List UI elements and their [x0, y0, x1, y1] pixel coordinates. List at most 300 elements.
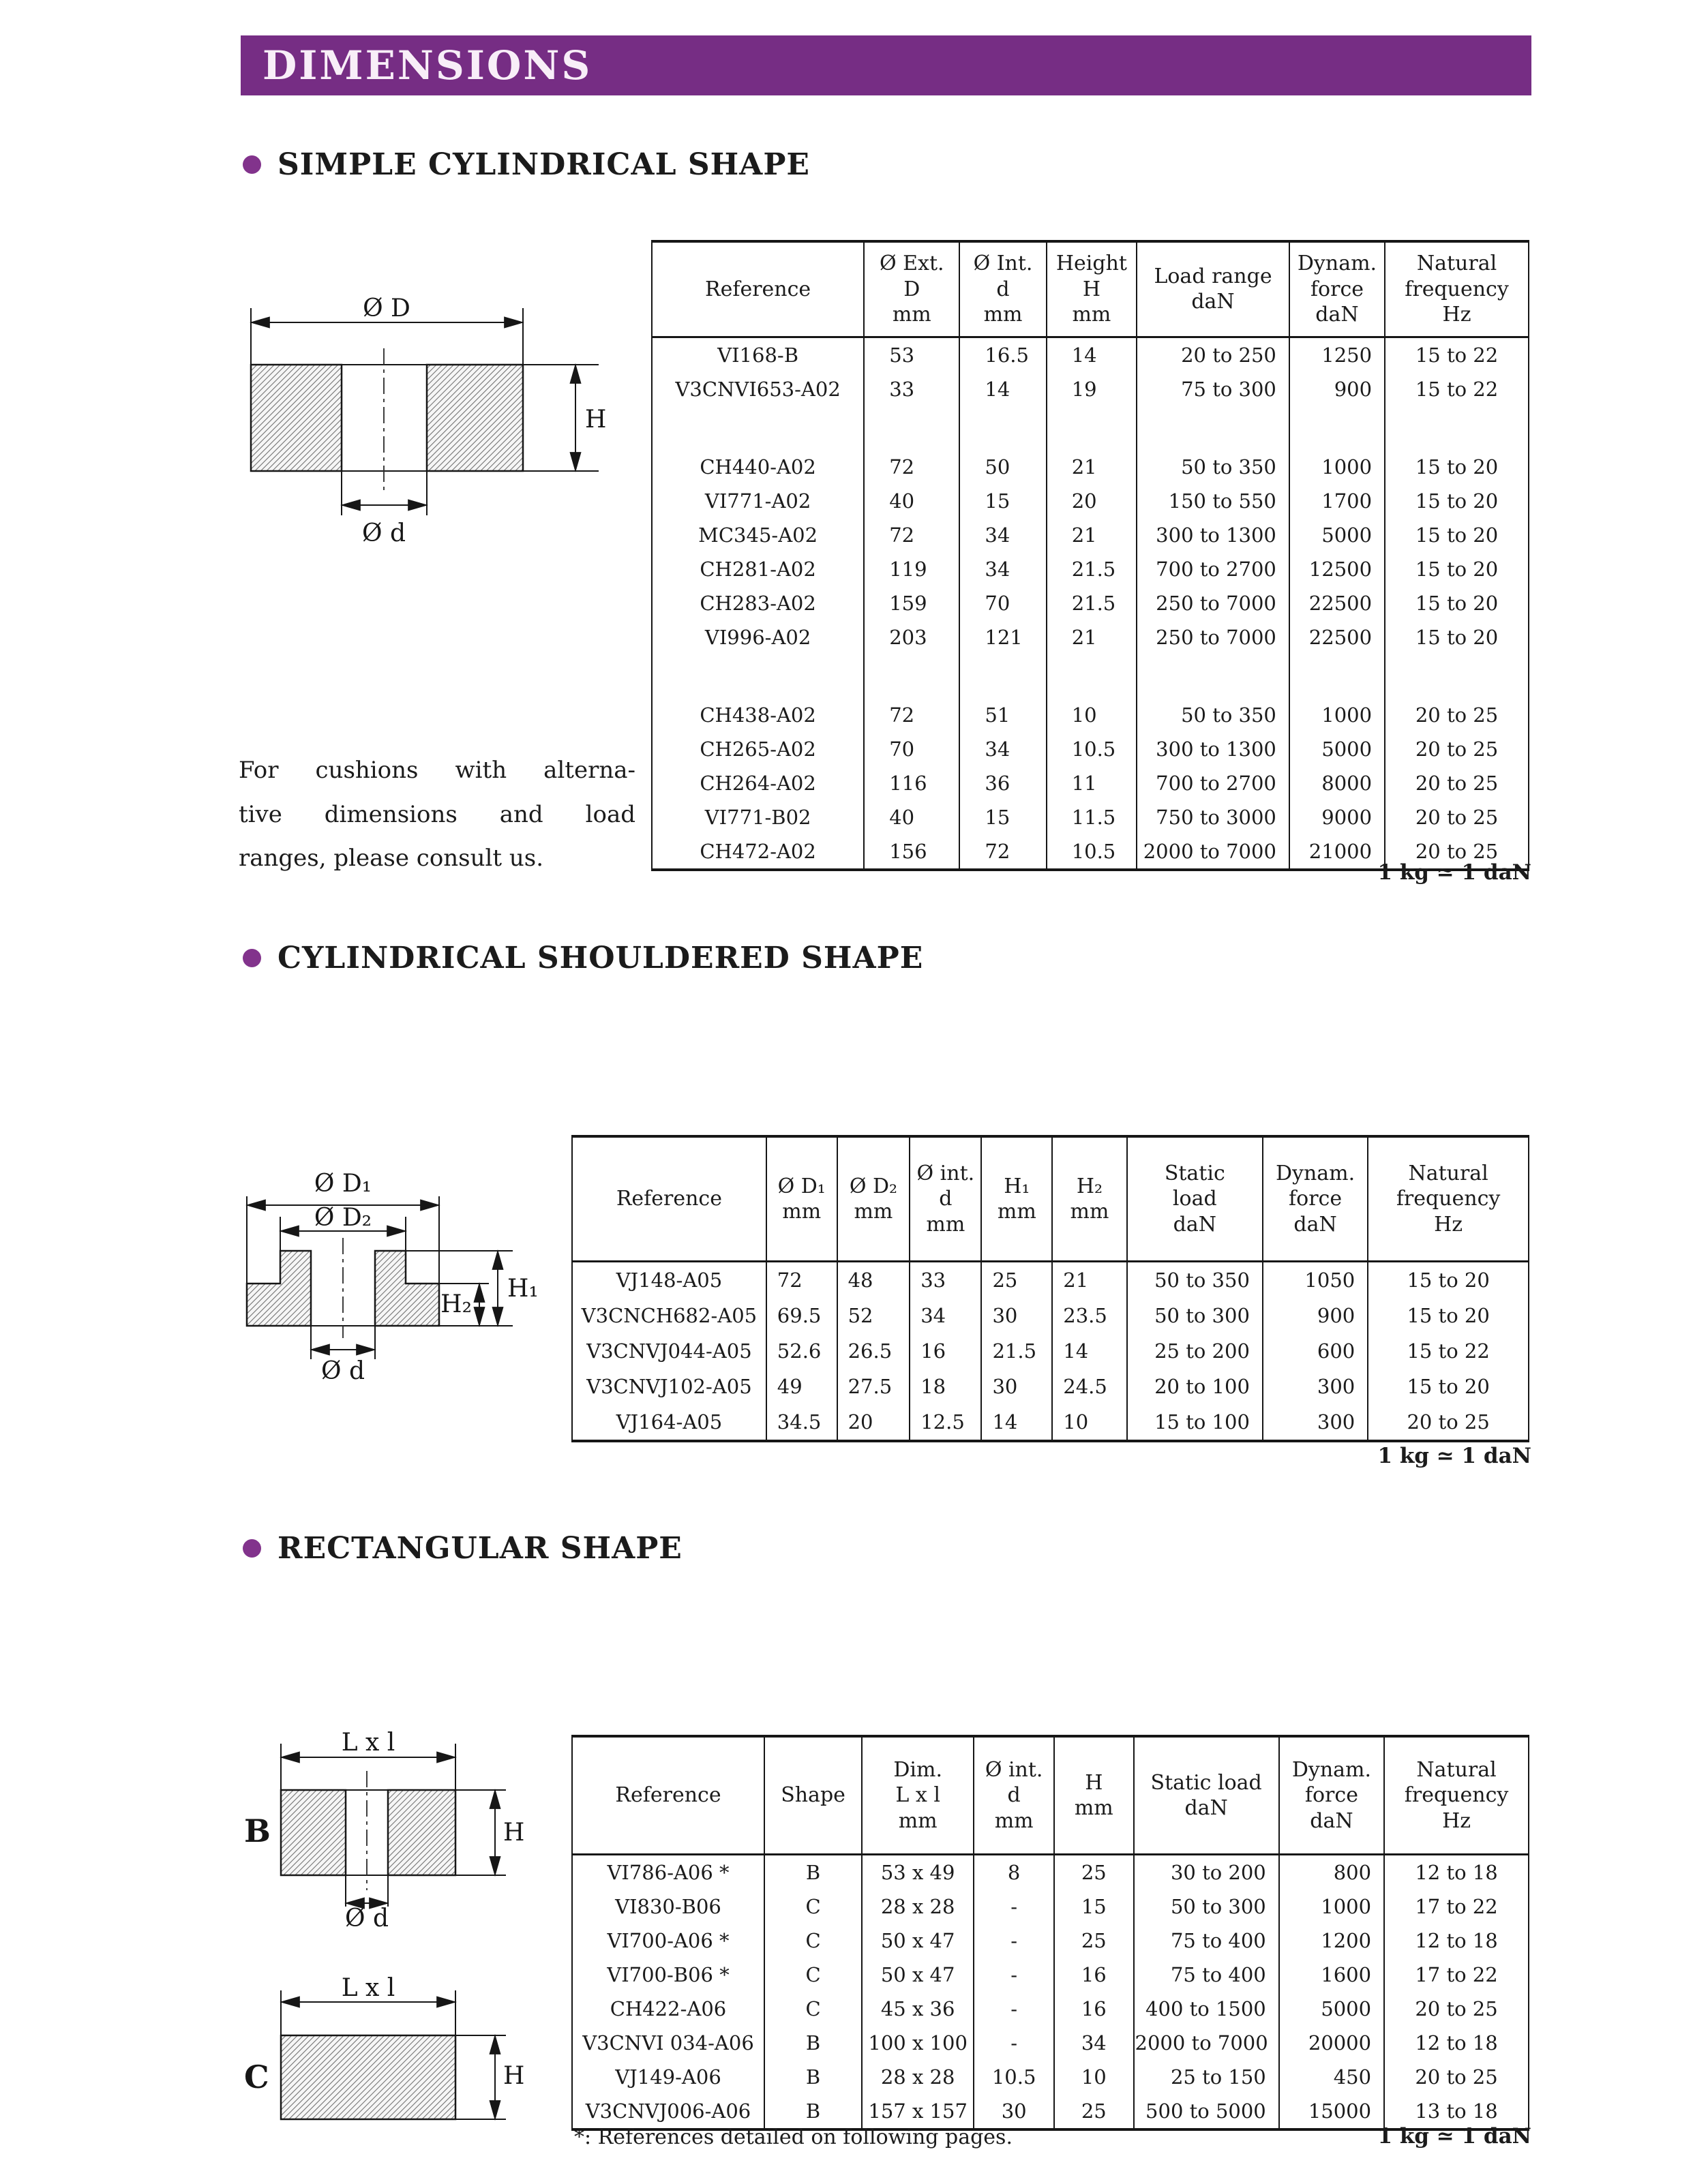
dim-label-int-diameter: Ø d [320, 1357, 365, 1385]
table-cell: 300 to 1300 [1137, 732, 1289, 766]
table-cell: 300 [1263, 1369, 1368, 1404]
column-header: Natural frequency Hz [1384, 1736, 1529, 1855]
dim-label-height: H [503, 2062, 525, 2090]
note-line: tive dimensions and load [239, 800, 635, 828]
table-cell: 53 x 49 [862, 1855, 974, 1890]
cylindrical-shouldered-diagram [240, 1123, 567, 1423]
empty-cell [1385, 654, 1529, 698]
column-header: H₁ mm [981, 1136, 1052, 1262]
table-cell: 1000 [1289, 698, 1385, 732]
table-cell: 21.5 [1047, 586, 1137, 620]
table-cell: VI700-A06 * [572, 1924, 764, 1958]
column-header: Ø D₂ mm [837, 1136, 910, 1262]
spacer-row [652, 654, 1529, 698]
column-header: Reference [652, 241, 864, 337]
column-header: Dynam. force daN [1289, 241, 1385, 337]
table-cell: VI830-B06 [572, 1890, 764, 1924]
dim-label-h1: H₁ [507, 1275, 539, 1303]
table-row [652, 586, 1529, 620]
section-title: RECTANGULAR SHAPE [278, 1531, 683, 1566]
kg-dan-note: 1 kg ≃ 1 daN [1377, 2124, 1531, 2149]
table-cell: 12 to 18 [1384, 1855, 1529, 1890]
table-row [572, 1369, 1529, 1404]
shape-c-label: C [244, 2059, 269, 2095]
table-cell: 1250 [1289, 337, 1385, 372]
table-cell: CH472-A02 [652, 834, 864, 870]
table-cell: 50 to 300 [1134, 1890, 1279, 1924]
table-simple-cylindrical [651, 240, 1529, 871]
table-cell: 15 to 22 [1385, 337, 1529, 372]
table-cell: 21 [1052, 1262, 1126, 1299]
column-header: Reference [572, 1736, 764, 1855]
table-cell: 40 [864, 484, 959, 518]
column-header: Shape [764, 1736, 862, 1855]
table-cell: 25 [1054, 1924, 1133, 1958]
table-cell: C [764, 1890, 862, 1924]
empty-cell [959, 406, 1046, 450]
column-header: Natural frequency Hz [1368, 1136, 1529, 1262]
table-cell: 18 [910, 1369, 981, 1404]
table-cell: 15 to 22 [1385, 372, 1529, 406]
spacer-row [652, 406, 1529, 450]
table-row [572, 1855, 1529, 1890]
table-cell: 14 [959, 372, 1046, 406]
table-cell: 12 to 18 [1384, 1924, 1529, 1958]
table-cell: 69.5 [766, 1298, 837, 1333]
table-cell: 8 [974, 1855, 1054, 1890]
empty-cell [1385, 406, 1529, 450]
table-cell: V3CNVJ044-A05 [572, 1333, 766, 1369]
table-cell: VI786-A06 * [572, 1855, 764, 1890]
table-cell: VJ164-A05 [572, 1404, 766, 1441]
column-header: Ø Int. d mm [959, 241, 1046, 337]
table-cell: 1200 [1279, 1924, 1384, 1958]
banner-title: DIMENSIONS [263, 42, 593, 89]
table-cell: 15 to 20 [1385, 484, 1529, 518]
table-cell: VI771-A02 [652, 484, 864, 518]
table-cell: 34 [959, 552, 1046, 586]
table-cell: 50 to 350 [1127, 1262, 1263, 1299]
table-cell: 15000 [1279, 2094, 1384, 2129]
table-cell: 27.5 [837, 1369, 910, 1404]
table-cell: 25 to 200 [1127, 1333, 1263, 1369]
table-cell: B [764, 1855, 862, 1890]
table-cell: 20 to 25 [1385, 834, 1529, 870]
table-cell: 70 [864, 732, 959, 766]
table-cell: 15 [959, 800, 1046, 834]
table-cell: 20000 [1279, 2026, 1384, 2060]
table-cell: 22500 [1289, 620, 1385, 654]
table-cell: 16.5 [959, 337, 1046, 372]
table-cell: 49 [766, 1369, 837, 1404]
table-cell: 21 [1047, 518, 1137, 552]
table-cell: 28 x 28 [862, 1890, 974, 1924]
table-cell: CH440-A02 [652, 450, 864, 484]
table-cell: 21 [1047, 620, 1137, 654]
table-cell: C [764, 1924, 862, 1958]
section-title: SIMPLE CYLINDRICAL SHAPE [278, 147, 810, 182]
table-cell: 1050 [1263, 1262, 1368, 1299]
table-cell: 14 [1047, 337, 1137, 372]
table-cell: 2000 to 7000 [1134, 2026, 1279, 2060]
table-cell: 34 [1054, 2026, 1133, 2060]
table-cell: 33 [864, 372, 959, 406]
table-cell: 72 [864, 518, 959, 552]
table-cell: 20 [837, 1404, 910, 1441]
table-cell: 20 to 25 [1385, 698, 1529, 732]
table-cell: - [974, 1992, 1054, 2026]
table-row [652, 450, 1529, 484]
table-cell: V3CNVI 034-A06 [572, 2026, 764, 2060]
table-cell: 10 [1054, 2060, 1133, 2094]
table-cell: 25 to 150 [1134, 2060, 1279, 2094]
table-cell: VI996-A02 [652, 620, 864, 654]
table-cylindrical-shouldered [571, 1135, 1529, 1442]
table-cell: 22500 [1289, 586, 1385, 620]
table-cell: 45 x 36 [862, 1992, 974, 2026]
table-cell: VI168-B [652, 337, 864, 372]
table-cell: 11 [1047, 766, 1137, 800]
bullet-icon [243, 949, 261, 967]
table-cell: 600 [1263, 1333, 1368, 1369]
table-cell: 1700 [1289, 484, 1385, 518]
table-cell: CH422-A06 [572, 1992, 764, 2026]
table-cell: CH265-A02 [652, 732, 864, 766]
table-cell: - [974, 1924, 1054, 1958]
table-cell: 15 to 20 [1368, 1262, 1529, 1299]
column-header: Ø int. d mm [910, 1136, 981, 1262]
table-cell: 300 [1263, 1404, 1368, 1441]
table-row [572, 2026, 1529, 2060]
note-line: For cushions with alterna- [239, 757, 635, 784]
column-header: Natural frequency Hz [1385, 241, 1529, 337]
table-cell: 2000 to 7000 [1137, 834, 1289, 870]
table-cell: 25 [1054, 2094, 1133, 2129]
table-cell: 157 x 157 [862, 2094, 974, 2129]
table-cell: 17 to 22 [1384, 1890, 1529, 1924]
table-cell: 15 to 20 [1385, 552, 1529, 586]
table-cell: CH264-A02 [652, 766, 864, 800]
table-cell: 15 to 100 [1127, 1404, 1263, 1441]
table-cell: 450 [1279, 2060, 1384, 2094]
table-cell: 21.5 [1047, 552, 1137, 586]
table-cell: 50 x 47 [862, 1924, 974, 1958]
table-cell: CH283-A02 [652, 586, 864, 620]
table-cell: 10 [1047, 698, 1137, 732]
table-cell: 5000 [1289, 518, 1385, 552]
table-cell: 750 to 3000 [1137, 800, 1289, 834]
table-cell: VI700-B06 * [572, 1958, 764, 1992]
table-cell: 17 to 22 [1384, 1958, 1529, 1992]
table-cell: 16 [1054, 1958, 1133, 1992]
table-cell: 15 [1054, 1890, 1133, 1924]
table-cell: 10.5 [1047, 732, 1137, 766]
table-cell: 20 to 25 [1384, 1992, 1529, 2026]
column-header: Load range daN [1137, 241, 1289, 337]
table-cell: - [974, 2026, 1054, 2060]
dim-label-d2: Ø D₂ [314, 1204, 372, 1232]
section-heading-cylindrical-shouldered [243, 941, 923, 975]
table-cell: 10 [1052, 1404, 1126, 1441]
empty-cell [1047, 406, 1137, 450]
table-cell: 20 to 25 [1368, 1404, 1529, 1441]
header-row [572, 1736, 1529, 1855]
dim-label-height: H [503, 1819, 525, 1847]
column-header: Static load daN [1127, 1136, 1263, 1262]
table-row [652, 620, 1529, 654]
simple-cylindrical-diagram [244, 290, 605, 556]
table-cell: 700 to 2700 [1137, 552, 1289, 586]
table-cell: 9000 [1289, 800, 1385, 834]
table-cell: B [764, 2026, 862, 2060]
dim-label-h2: H₂ [440, 1290, 472, 1318]
table-cell: 8000 [1289, 766, 1385, 800]
header-row [652, 241, 1529, 337]
table-cell: 900 [1289, 372, 1385, 406]
table-cell: 121 [959, 620, 1046, 654]
empty-cell [1289, 654, 1385, 698]
rectangular-shape-c-diagram [232, 1973, 552, 2178]
table-cell: 159 [864, 586, 959, 620]
table-row [572, 1262, 1529, 1299]
bullet-icon [243, 155, 261, 174]
table-cell: 21000 [1289, 834, 1385, 870]
table-cell: 72 [864, 450, 959, 484]
table-row [652, 766, 1529, 800]
table-row [572, 1890, 1529, 1924]
table-cell: 15 to 20 [1385, 586, 1529, 620]
table-cell: 51 [959, 698, 1046, 732]
table-cell: 20 to 25 [1385, 732, 1529, 766]
table-cell: 34 [959, 732, 1046, 766]
table-cell: CH281-A02 [652, 552, 864, 586]
table-cell: 28 x 28 [862, 2060, 974, 2094]
table-cell: 75 to 400 [1134, 1958, 1279, 1992]
table-cell: VI771-B02 [652, 800, 864, 834]
bullet-icon [243, 1539, 261, 1558]
table-cell: CH438-A02 [652, 698, 864, 732]
table-cell: 100 x 100 [862, 2026, 974, 2060]
table-cell: 34 [959, 518, 1046, 552]
table-row [652, 484, 1529, 518]
dim-label-height: H [585, 406, 607, 434]
table-cell: 34.5 [766, 1404, 837, 1441]
table-cell: 25 [981, 1262, 1052, 1299]
table-cell: 33 [910, 1262, 981, 1299]
table-cell: 12.5 [910, 1404, 981, 1441]
note-line: ranges, please consult us. [239, 845, 544, 873]
table-cell: 203 [864, 620, 959, 654]
table-cell: 300 to 1300 [1137, 518, 1289, 552]
table-cell: 19 [1047, 372, 1137, 406]
table-cell: 30 to 200 [1134, 1855, 1279, 1890]
column-header: Dim. L x l mm [862, 1736, 974, 1855]
table-cell: 50 to 350 [1137, 698, 1289, 732]
table-cell: 30 [981, 1298, 1052, 1333]
empty-cell [1137, 406, 1289, 450]
table-cell: 15 to 20 [1368, 1298, 1529, 1333]
empty-cell [959, 654, 1046, 698]
table-cell: 250 to 7000 [1137, 586, 1289, 620]
table-cell: 34 [910, 1298, 981, 1333]
table-cell: V3CNVJ102-A05 [572, 1369, 766, 1404]
table-cell: 14 [981, 1404, 1052, 1441]
table-cell: 1000 [1289, 450, 1385, 484]
dimensions-banner [241, 35, 1531, 95]
table-row [652, 372, 1529, 406]
table-cell: 26.5 [837, 1333, 910, 1369]
empty-cell [652, 406, 864, 450]
table-row [572, 1992, 1529, 2026]
table-cell: 156 [864, 834, 959, 870]
table-cell: 5000 [1279, 1992, 1384, 2026]
table-cell: - [974, 1958, 1054, 1992]
table-cell: 15 to 22 [1368, 1333, 1529, 1369]
shape-b-label: B [244, 1813, 271, 1849]
table-cell: 20 to 25 [1385, 766, 1529, 800]
table-cell: 11.5 [1047, 800, 1137, 834]
table-cell: 52.6 [766, 1333, 837, 1369]
empty-cell [1047, 654, 1137, 698]
table-cell: 75 to 300 [1137, 372, 1289, 406]
dim-label-lxl: L x l [341, 1729, 395, 1757]
table-row [572, 1333, 1529, 1369]
table-row [572, 1404, 1529, 1441]
table-cell: 14 [1052, 1333, 1126, 1369]
table-cell: 10.5 [974, 2060, 1054, 2094]
table-cell: 15 to 20 [1385, 620, 1529, 654]
table-cell: V3CNVJ006-A06 [572, 2094, 764, 2129]
table-row [652, 698, 1529, 732]
table-cell: C [764, 1958, 862, 1992]
dim-label-int-diameter: Ø d [361, 519, 406, 547]
dim-label-lxl: L x l [341, 1974, 395, 2002]
column-header: Ø Ext. D mm [864, 241, 959, 337]
table-cell: 75 to 400 [1134, 1924, 1279, 1958]
table-cell: V3CNCH682-A05 [572, 1298, 766, 1333]
table-cell: B [764, 2060, 862, 2094]
table-row [652, 732, 1529, 766]
table-cell: 40 [864, 800, 959, 834]
section-heading-rectangular [243, 1531, 683, 1566]
table-cell: - [974, 1890, 1054, 1924]
column-header: Reference [572, 1136, 766, 1262]
column-header: Dynam. force daN [1263, 1136, 1368, 1262]
table-cell: 50 [959, 450, 1046, 484]
table-cell: 10.5 [1047, 834, 1137, 870]
table-row [572, 1958, 1529, 1992]
table-cell: 24.5 [1052, 1369, 1126, 1404]
table-cell: 20 to 250 [1137, 337, 1289, 372]
column-header: Dynam. force daN [1279, 1736, 1384, 1855]
kg-dan-note: 1 kg ≃ 1 daN [1377, 860, 1531, 885]
section-heading-simple-cylindrical [243, 147, 810, 182]
empty-cell [864, 406, 959, 450]
column-header: Ø int. d mm [974, 1736, 1054, 1855]
empty-cell [864, 654, 959, 698]
table-row [572, 2060, 1529, 2094]
table-cell: 72 [766, 1262, 837, 1299]
table-cell: C [764, 1992, 862, 2026]
table-cell: 15 to 20 [1368, 1369, 1529, 1404]
table-cell: 700 to 2700 [1137, 766, 1289, 800]
empty-cell [652, 654, 864, 698]
column-header: Ø D₁ mm [766, 1136, 837, 1262]
kg-dan-note: 1 kg ≃ 1 daN [1377, 1444, 1531, 1468]
column-header: H₂ mm [1052, 1136, 1126, 1262]
table-cell: 20 to 100 [1127, 1369, 1263, 1404]
table-cell: 119 [864, 552, 959, 586]
table-row [652, 518, 1529, 552]
table-cell: 72 [959, 834, 1046, 870]
section-title: CYLINDRICAL SHOULDERED SHAPE [278, 941, 924, 975]
table-cell: VJ149-A06 [572, 2060, 764, 2094]
column-header: Static load daN [1134, 1736, 1279, 1855]
table-cell: MC345-A02 [652, 518, 864, 552]
table-cell: 400 to 1500 [1134, 1992, 1279, 2026]
table-cell: 20 to 25 [1384, 2060, 1529, 2094]
table-cell: 36 [959, 766, 1046, 800]
table-cell: 30 [974, 2094, 1054, 2129]
dim-label-int-diameter: Ø d [344, 1905, 389, 1932]
table-cell: 15 [959, 484, 1046, 518]
table-cell: 12 to 18 [1384, 2026, 1529, 2060]
table-cell: 21 [1047, 450, 1137, 484]
table-row [572, 1924, 1529, 1958]
table-cell: 13 to 18 [1384, 2094, 1529, 2129]
empty-cell [1289, 406, 1385, 450]
table-cell: V3CNVI653-A02 [652, 372, 864, 406]
table-cell: 25 [1054, 1855, 1133, 1890]
table-cell: 30 [981, 1369, 1052, 1404]
table-cell: 20 to 25 [1385, 800, 1529, 834]
table-cell: 1000 [1279, 1890, 1384, 1924]
table-cell: 20 [1047, 484, 1137, 518]
table-cell: 16 [910, 1333, 981, 1369]
table-row [652, 337, 1529, 372]
table-cell: 5000 [1289, 732, 1385, 766]
table-cell: 250 to 7000 [1137, 620, 1289, 654]
rectangular-shape-b-diagram [232, 1689, 552, 1932]
dim-label-d1: Ø D₁ [314, 1170, 372, 1198]
table-cell: 52 [837, 1298, 910, 1333]
references-footnote: *: References detailed on following pages. [574, 2125, 1013, 2149]
column-header: H mm [1054, 1736, 1133, 1855]
consult-note [239, 748, 635, 881]
table-cell: 23.5 [1052, 1298, 1126, 1333]
table-cell: 50 to 350 [1137, 450, 1289, 484]
table-cell: 900 [1263, 1298, 1368, 1333]
table-cell: B [764, 2094, 862, 2129]
table-cell: 150 to 550 [1137, 484, 1289, 518]
table-cell: 48 [837, 1262, 910, 1299]
table-cell: 500 to 5000 [1134, 2094, 1279, 2129]
table-row [572, 1298, 1529, 1333]
table-cell: 16 [1054, 1992, 1133, 2026]
empty-cell [1137, 654, 1289, 698]
table-cell: 15 to 20 [1385, 518, 1529, 552]
table-cell: VJ148-A05 [572, 1262, 766, 1299]
header-row [572, 1136, 1529, 1262]
table-cell: 50 x 47 [862, 1958, 974, 1992]
table-cell: 1600 [1279, 1958, 1384, 1992]
dim-label-ext-diameter: Ø D [363, 294, 410, 322]
table-cell: 12500 [1289, 552, 1385, 586]
table-cell: 72 [864, 698, 959, 732]
column-header: Height H mm [1047, 241, 1137, 337]
table-cell: 21.5 [981, 1333, 1052, 1369]
table-cell: 800 [1279, 1855, 1384, 1890]
